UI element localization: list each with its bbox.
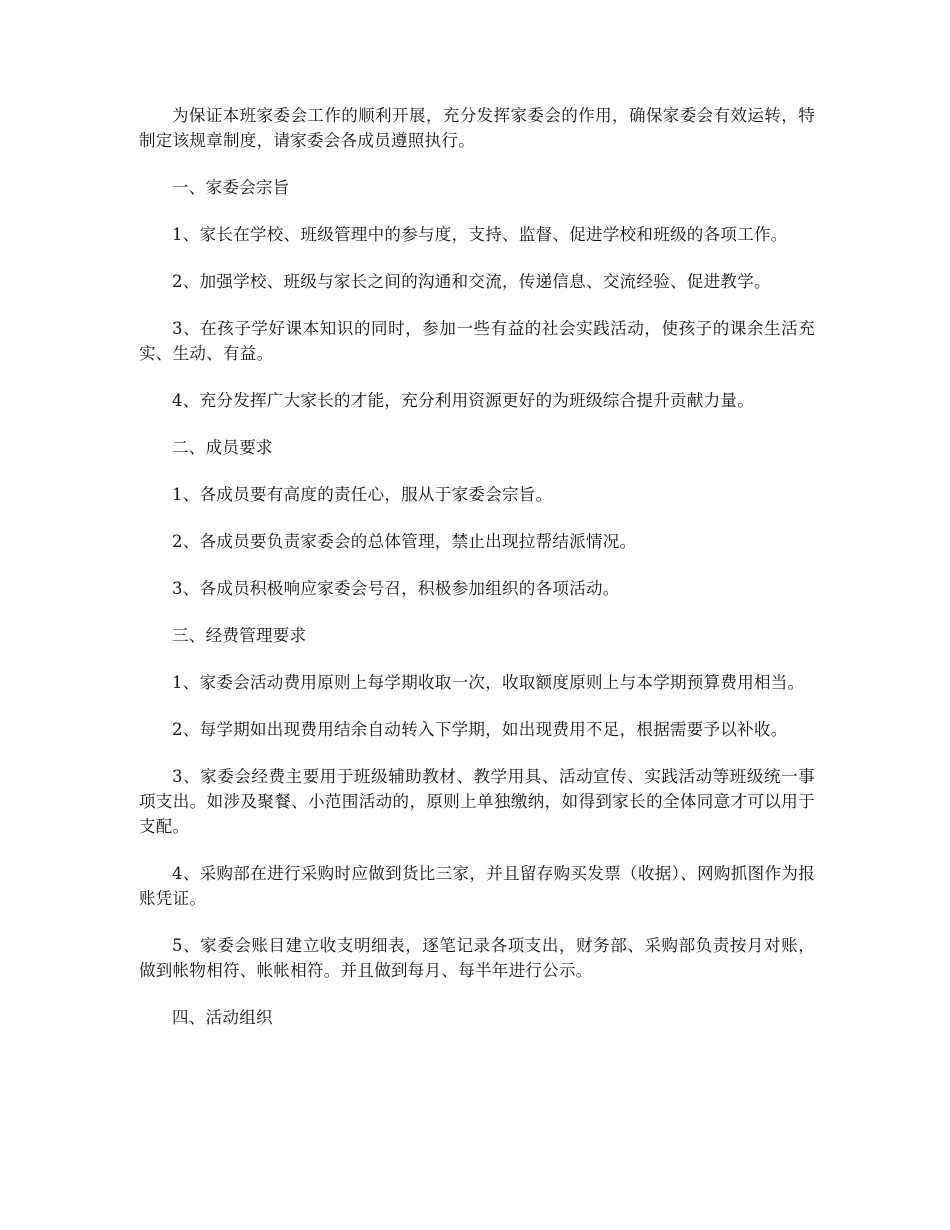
document-body <box>139 103 815 1052</box>
section-heading: 三、经费管理要求 <box>172 626 307 645</box>
list-item: 2、加强学校、班级与家长之间的沟通和交流，传递信息、交流经验、促进教学。 <box>172 272 771 291</box>
list-item: 3、家委会经费主要用于班级辅助教材、教学用具、活动宣传、实践活动等班级统一事项支出。如涉及聚餐、小范围活动的，原则上单独缴纳，如得到家长的全体同意才可以用于支配。 <box>139 767 815 836</box>
list-item: 1、家委会活动费用原则上每学期收取一次，收取额度原则上与本学期预算费用相当。 <box>172 673 805 692</box>
section-activity-organization <box>139 1005 815 1030</box>
section-member-requirements <box>139 435 815 601</box>
intro-paragraph: 为保证本班家委会工作的顺利开展，充分发挥家委会的作用，确保家委会有效运转，特制定该规章制度，请家委会各成员遵照执行。 <box>139 106 815 150</box>
list-item: 4、充分发挥广大家长的才能，充分利用资源更好的为班级综合提升贡献力量。 <box>172 391 754 410</box>
list-item: 2、每学期如出现费用结余自动转入下学期，如出现费用不足，根据需要予以补收。 <box>172 720 788 739</box>
list-item: 4、采购部在进行采购时应做到货比三家，并且留存购买发票（收据）、网购抓图作为报账凭证。 <box>139 864 815 908</box>
section-heading: 一、家委会宗旨 <box>172 178 290 197</box>
section-heading: 二、成员要求 <box>172 438 273 457</box>
list-item: 1、家长在学校、班级管理中的参与度，支持、监督、促进学校和班级的各项工作。 <box>172 225 788 244</box>
list-item: 5、家委会账目建立收支明细表，逐笔记录各项支出，财务部、采购部负责按月对账，做到帐物相符、帐帐相符。并且做到每月、每半年进行公示。 <box>139 936 815 980</box>
list-item: 1、各成员要有高度的责任心，服从于家委会宗旨。 <box>172 485 553 504</box>
section-heading: 四、活动组织 <box>172 1008 273 1027</box>
list-item: 2、各成员要负责家委会的总体管理，禁止出现拉帮结派情况。 <box>172 532 637 551</box>
section-purpose <box>139 175 815 413</box>
list-item: 3、在孩子学好课本知识的同时，参加一些有益的社会实践活动，使孩子的课余生活充实、生动、有益。 <box>139 319 815 363</box>
section-funds-management <box>139 623 815 983</box>
list-item: 3、各成员积极响应家委会号召，积极参加组织的各项活动。 <box>172 579 620 598</box>
